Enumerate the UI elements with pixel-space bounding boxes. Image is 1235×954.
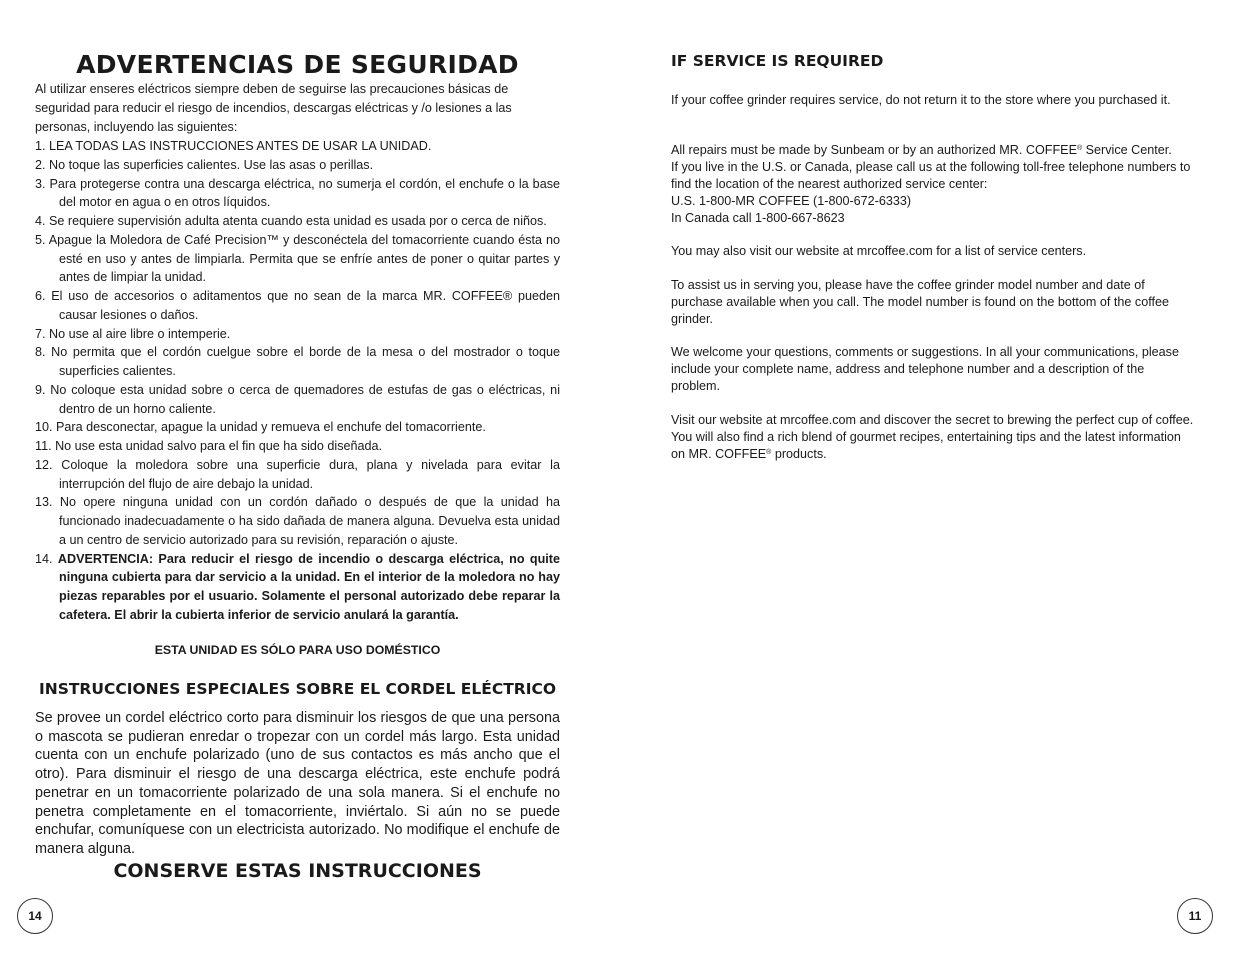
canada-phone: In Canada call 1-800-667-8623	[671, 211, 845, 225]
registered-mark: ®	[766, 449, 772, 456]
repairs-text-end: Service Center.	[1082, 143, 1172, 157]
page-number-right: 11	[1177, 898, 1213, 934]
registered-mark: ®	[1076, 145, 1083, 152]
warning-item: 7. No use al aire libre o intemperie.	[35, 326, 231, 341]
page-number-left: 14	[17, 898, 53, 934]
warning-item: 8. No permita que el cordón cuelgue sobre el borde de la mesa o del mostrador o toque superficies calientes.	[35, 345, 560, 378]
warning-14-number: 14.	[35, 551, 53, 566]
warning-item: 5. Apague la Moledora de Café Precision™ y desconéctela del tomacorriente cuando ésta no esté en uso y antes de limpiarla. Permita que se enfríe antes de poner o quitar partes y antes de limpiar la unidad.	[35, 232, 560, 285]
warning-item: 10. Para desconectar, apague la unidad y remueva el enchufe del tomacorriente.	[35, 420, 486, 435]
service-paragraph-3: You may also visit our website at mrcoffee.com for a list of service centers.	[671, 244, 1087, 258]
safety-intro: Al utilizar enseres eléctricos siempre deben de seguirse las precauciones básicas de seguridad para reducir el riesgo de incendios, descargas eléctricas y /o lesiones a las personas, incluyendo las siguientes:	[35, 82, 512, 134]
warning-item: 13. No opere ninguna unidad con un cordón dañado o después de que la unidad ha funcionado inadecuadamente o ha sido dañada de manera alguna. Devuelva esta unidad a un centro de servicio autorizado para su revisión, reparación o ajuste.	[35, 495, 560, 547]
warning-item: 6. El uso de accesorios o aditamentos que no sean de la marca MR. COFFEE® pueden causar lesiones o daños.	[35, 289, 560, 322]
us-phone: U.S. 1-800-MR COFFEE (1-800-672-6333)	[671, 194, 912, 208]
domestic-use-notice: ESTA UNIDAD ES SÓLO PARA USO DOMÉSTICO	[154, 643, 441, 657]
website-text-end: products.	[771, 447, 827, 461]
warning-item: 1. LEA TODAS LAS INSTRUCCIONES ANTES DE USAR LA UNIDAD.	[35, 139, 432, 153]
service-title: IF SERVICE IS REQUIRED	[671, 52, 884, 70]
service-paragraph-1: If your coffee grinder requires service, do not return it to the store where you purchased it.	[671, 93, 1171, 107]
repairs-text: All repairs must be made by Sunbeam or by an authorized MR. COFFEE	[671, 143, 1077, 157]
website-text: Visit our website at mrcoffee.com and discover the secret to brewing the perfect cup of coffee. You will also find a rich blend of gourmet recipes, entertaining tips and the latest information on MR. COFFEE	[671, 413, 1194, 461]
service-paragraph-2	[671, 142, 1196, 227]
warning-item: 11. No use esta unidad salvo para el fin que ha sido diseñada.	[35, 439, 383, 453]
warning-item: 4. Se requiere supervisión adulta atenta cuando esta unidad es usada por o cerca de niños.	[35, 214, 547, 228]
warning-item: 3. Para protegerse contra una descarga eléctrica, no sumerja el cordón, el enchufe o la base del motor en agua o en otros líquidos.	[35, 176, 560, 210]
service-paragraph-5: We welcome your questions, comments or suggestions. In all your communications, please include your complete name, address and telephone number and a description of the problem.	[671, 345, 1179, 393]
safety-title: ADVERTENCIAS DE SEGURIDAD	[76, 50, 519, 79]
cord-instructions-title: INSTRUCCIONES ESPECIALES SOBRE EL CORDEL ELÉCTRICO	[38, 680, 557, 698]
service-paragraph-6	[671, 412, 1196, 463]
repairs-line	[671, 142, 1196, 159]
warning-item: 9. No coloque esta unidad sobre o cerca de quemadores de estufas de gas o eléctricas, ni dentro de un horno caliente.	[35, 382, 560, 416]
warning-item: 2. No toque las superficies calientes. Use las asas o perillas.	[35, 157, 374, 172]
contact-line: If you live in the U.S. or Canada, please call us at the following toll-free telephone numbers to find the location of the nearest authorized service center:	[671, 160, 1191, 191]
service-paragraph-4: To assist us in serving you, please have the coffee grinder model number and date of purchase available when you call. The model number is found on the bottom of the coffee grinder.	[671, 278, 1170, 326]
warnings-list	[35, 137, 560, 625]
warning-item: 12. Coloque la moledora sobre una superficie dura, plana y nivelada para evitar la interrupción del flujo de aire debajo la unidad.	[35, 457, 560, 491]
cord-instructions-text: Se provee un cordel eléctrico corto para disminuir los riesgos de que una persona o mascota se pudieran enredar o tropezar con un cordel más largo. Esta unidad cuenta con un enchufe polarizado (uno de sus contactos es más ancho que el otro). Para disminuir el riesgo de una descarga eléctrica, este enchufe podrá penetrar en un tomacorriente polarizado de una sola manera. Si el enchufe no penetra completamente en el tomacorriente, inviértalo. Si aún no se puede enchufar, comuníquese con un electricista autorizado. No modifique el enchufe de manera alguna.	[35, 710, 560, 857]
warning-14-text: ADVERTENCIA: Para reducir el riesgo de incendio o descarga eléctrica, no quite ninguna cubierta para dar servicio a la unidad. En el interior de la moledora no hay piezas reparables por el usuario. Solamente el personal autorizado debe reparar la cafetera. El abrir la cubierta inferior de servicio anulará la garantía.	[57, 551, 560, 622]
save-instructions-heading: CONSERVE ESTAS INSTRUCCIONES	[113, 860, 482, 882]
warning-item-14	[35, 550, 560, 625]
